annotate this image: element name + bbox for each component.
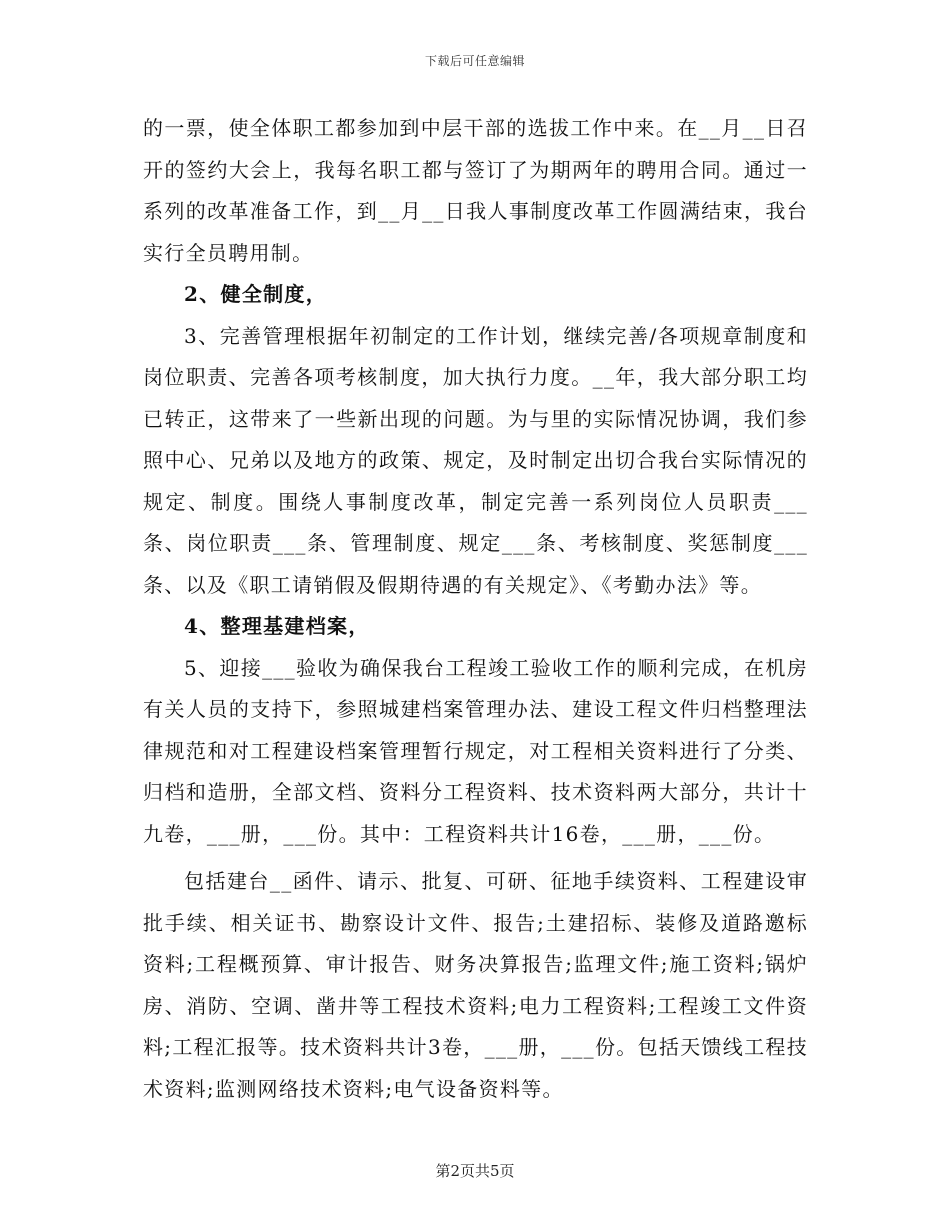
paragraph-personnel-reform-conclusion: 的一票，使全体职工都参加到中层干部的选拔工作中来。在__月__日召开的签约大会上，我每名职工都与签订了为期两年的聘用合同。通过一系列的改革准备工作，到__月__日我人事制度改革工作圆满结束，我台实行全员聘用制。	[143, 116, 808, 265]
paragraph-archive-contents: 包括建台__函件、请示、批复、可研、征地手续资料、工程建设审批手续、相关证书、勘察设计文件、报告;土建招标、装修及道路邀标资料;工程概预算、审计报告、财务决算报告;监理文件;施工资料;锅炉房、消防、空调、凿井等工程技术资料;电力工程资料;工程竣工文件资料;工程汇报等。技术资料共计3卷，___册，___份。包括天馈线工程技术资料;监测网络技术资料;电气设备资料等。	[143, 869, 808, 1101]
paragraph-acceptance-archives: 5、迎接___验收为确保我台工程竣工验收工作的顺利完成，在机房有关人员的支持下，参照城建档案管理办法、建设工程文件归档整理法律规范和对工程建设档案管理暂行规定，对工程相关资料进行了分类、归档和造册，全部文档、资料分工程资料、技术资料两大部分，共计十九卷，___册，___份。其中：工程资料共计16卷，___册，___份。	[143, 655, 808, 846]
document-body	[143, 108, 808, 1110]
section-heading-improve-system: 2、健全制度，	[184, 282, 328, 306]
paragraph-management-regulations: 3、完善管理根据年初制定的工作计划，继续完善/各项规章制度和岗位职责、完善各项考核制度，加大执行力度。__年，我大部分职工均已转正，这带来了一些新出现的问题。为与里的实际情况协调，我们参照中心、兄弟以及地方的政策、规定，及时制定出切合我台实际情况的规定、制度。围绕人事制度改革，制定完善一系列岗位人员职责___条、岗位职责___条、管理制度、规定___条、考核制度、奖惩制度___条、以及《职工请销假及假期待遇的有关规定》、《考勤办法》等。	[143, 323, 808, 597]
page-number-footer: 第2页共5页	[435, 1162, 515, 1180]
section-heading-construction-archives: 4、整理基建档案，	[184, 614, 370, 638]
page-header-note: 下载后可任意编辑	[424, 54, 525, 68]
